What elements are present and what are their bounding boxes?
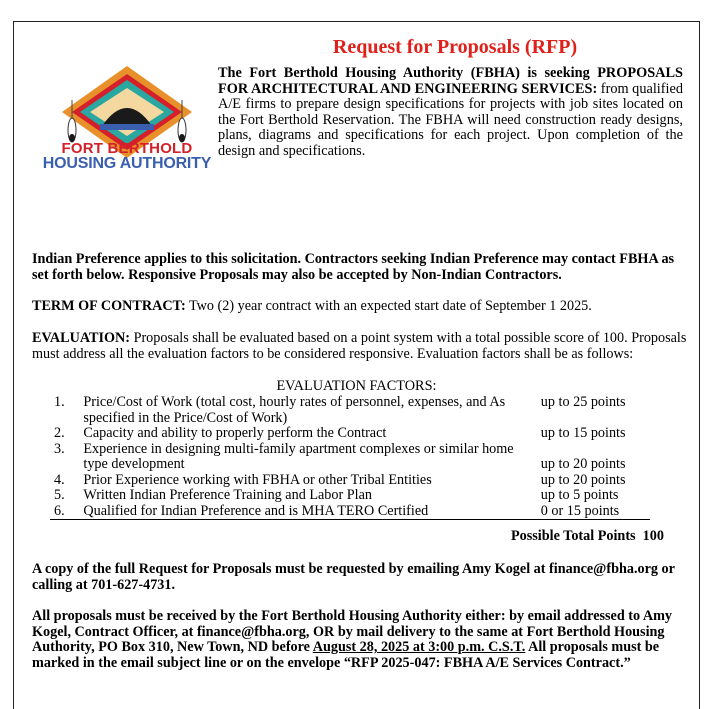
factor-points: up to 15 points xyxy=(540,425,626,441)
table-row xyxy=(50,488,650,504)
intro-body: from qualified A/E firms to prepare design specifications for projects with job sites located on the Fort Berthold Reservation. The FBHA will need construction ready designs, plans, diagrams and specifications for each project. Upon completion of the design and specifications. xyxy=(218,80,683,159)
factor-number: 2. xyxy=(54,425,65,441)
table-row xyxy=(50,473,650,489)
submission-deadline: August 28, 2025 at 3:00 p.m. C.S.T. xyxy=(312,639,526,655)
factor-points: up to 5 points xyxy=(540,487,619,503)
term-text: Two (2) year contract with an expected start date of September 1 2025. xyxy=(185,298,592,314)
factor-number: 1. xyxy=(54,394,65,410)
table-row xyxy=(50,395,650,426)
factor-points: up to 20 points xyxy=(540,471,626,488)
term-label: TERM OF CONTRACT: xyxy=(32,298,186,314)
factor-description: Capacity and ability to properly perform the Contract xyxy=(83,425,387,441)
table-row xyxy=(50,426,650,442)
factor-description: Qualified for Indian Preference and is MHA TERO Certified xyxy=(83,504,540,520)
evaluation-paragraph xyxy=(32,331,692,362)
table-row xyxy=(50,442,650,473)
evaluation-label: EVALUATION: xyxy=(32,330,131,346)
total-label: Possible Total Points xyxy=(511,528,636,544)
evaluation-factors-table xyxy=(50,395,650,520)
submission-before: All proposals must be received by the Fort Berthold Housing Authority either: by email addressed to Amy Kogel, Contract Officer, at finance@fbha.org, OR by mail delivery to the same at Fort Berthold Housing Authority, PO Box 310, New Town, ND before xyxy=(32,608,673,655)
intro-lead: The Fort Berthold Housing Authority (FBHA) is seeking PROPOSALS FOR ARCHITECTURAL AND ENGINEERING SERVICES: xyxy=(218,65,683,97)
total-value: 100 xyxy=(642,528,664,544)
factor-number: 5. xyxy=(54,487,65,503)
factor-points: 0 or 15 points xyxy=(541,504,650,520)
logo-base xyxy=(100,124,154,130)
submission-after: All proposals must be marked in the email subject line or on the envelope “RFP 2025-047: FBHA A/E Services Contract.” xyxy=(32,639,660,671)
evaluation-text: Proposals shall be evaluated based on a point system with a total possible score of 100. Proposals must address all the evaluation factors to be considered responsive. Evaluation factors shall be as follows: xyxy=(32,330,687,362)
evaluation-factors-heading: EVALUATION FACTORS: xyxy=(276,378,437,394)
factor-description: Experience in designing multi-family apartment complexes or similar home type development xyxy=(83,440,514,472)
table-row xyxy=(50,504,650,520)
submission-paragraph xyxy=(32,609,692,671)
factor-points: up to 25 points xyxy=(540,394,626,410)
intro-paragraph xyxy=(218,66,683,159)
factor-description: Prior Experience working with FBHA or other Tribal Entities xyxy=(83,471,432,488)
logo-name-line1: FORT BERTHOLD xyxy=(61,140,193,157)
possible-total-points xyxy=(511,528,664,545)
factor-number: 3. xyxy=(54,440,65,457)
term-paragraph xyxy=(32,299,692,315)
logo-name-line2: HOUSING AUTHORITY xyxy=(42,155,212,172)
factor-points: up to 20 points xyxy=(540,456,626,472)
copy-request-paragraph: A copy of the full Request for Proposals must be requested by emailing Amy Kogel at finance@fbha.org or calling at 701-627-4731. xyxy=(32,561,675,593)
page-title: Request for Proposals (RFP) xyxy=(332,36,578,58)
factor-description: Written Indian Preference Training and Labor Plan xyxy=(83,487,372,503)
factor-number: 6. xyxy=(50,504,83,520)
factor-number: 4. xyxy=(54,471,65,488)
indian-preference-paragraph: Indian Preference applies to this solicitation. Contractors seeking Indian Preference may contact FBHA as set forth below. Responsive Proposals may also be accepted by Non-Indian Contractors. xyxy=(32,251,675,283)
factor-description: Price/Cost of Work (total cost, hourly rates of personnel, expenses, and As specified in the Price/Cost of Work) xyxy=(83,394,506,426)
